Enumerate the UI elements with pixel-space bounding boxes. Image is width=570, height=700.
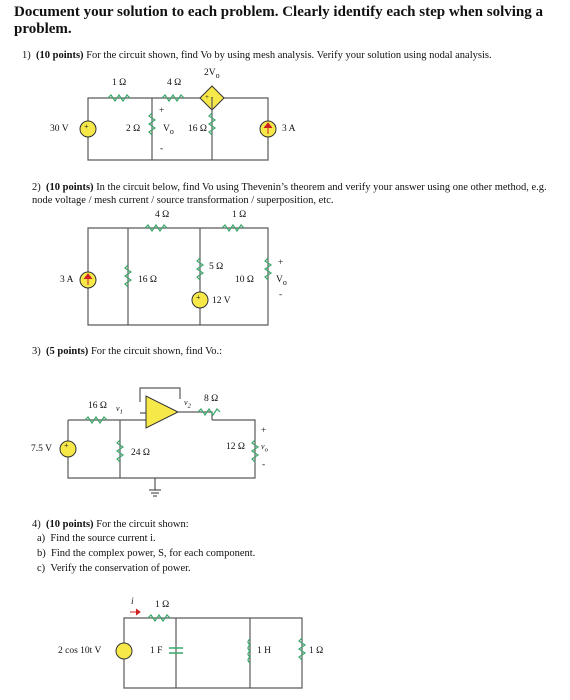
problem-2-number: 2)	[32, 182, 41, 193]
c1-src-plus: +	[84, 122, 89, 131]
problem-4-number: 4)	[32, 519, 41, 530]
circuit-4	[116, 609, 305, 688]
circuit-1	[80, 86, 276, 160]
problem-2-text	[32, 181, 552, 207]
c1-r1-label: 1 Ω	[112, 78, 127, 88]
c1-src-label: 30 V	[50, 124, 69, 134]
c4-r1-label: 1 Ω	[155, 600, 170, 610]
c4-ind-label: 1 H	[257, 646, 271, 656]
problem-3-points: (5 points)	[46, 346, 89, 357]
c1-dep-polarity: + -	[205, 93, 214, 101]
problem-4-item-c: c) Verify the conservation of power.	[37, 563, 191, 574]
c3-v1-label: $v_1$	[116, 404, 123, 416]
c3-vo-minus: -	[262, 460, 266, 470]
problem-3-text	[32, 345, 552, 358]
problem-4-text	[32, 518, 552, 531]
c2-r5-label: 10 Ω	[235, 275, 254, 285]
c1-vo-minus: -	[160, 144, 164, 154]
circuit-3-ground	[149, 478, 161, 496]
problem-1-statement: For the circuit shown, find Vo by using mesh analysis. Verify your solution using nodal analysis.	[86, 50, 492, 61]
c2-vo-plus: +	[278, 258, 284, 268]
c3-r4-label: 12 Ω	[226, 442, 245, 452]
problem-4-item-b: b) Find the complex power, S, for each component.	[37, 548, 256, 559]
problem-2-statement: In the circuit below, find Vo using Thevenin’s theorem and verify your answer using one other method, e.g. node voltage / mesh current / source transformation / superposition, etc.	[32, 182, 547, 206]
c2-r4-label: 5 Ω	[209, 262, 224, 272]
circuit-4-current-arrow	[130, 609, 140, 615]
c1-r2-label: 4 Ω	[167, 78, 182, 88]
c1-r4-label: 16 Ω	[188, 124, 207, 134]
problem-1-number: 1)	[22, 50, 31, 61]
problem-2-points: (10 points)	[46, 182, 94, 193]
c3-vo-label: $v_o$	[261, 442, 268, 454]
c1-dep-label: $2V_o$	[204, 68, 220, 80]
c1-vo-label: $V_o$	[163, 124, 174, 136]
c2-r1-label: 4 Ω	[155, 210, 170, 220]
c3-r3-label: 24 Ω	[131, 448, 150, 458]
problem-4-item-a: a) Find the source current i.	[37, 533, 156, 544]
c2-vo-label: $V_o$	[276, 275, 287, 287]
c3-vo-plus: +	[261, 426, 267, 436]
c1-vo-plus: +	[159, 106, 165, 116]
c3-v2-label: $v_2$	[184, 398, 191, 410]
c4-cap-label: 1 F	[150, 646, 163, 656]
page-header: Document your solution to each problem. Clearly identify each step when solving a problem.	[14, 4, 544, 37]
c2-isrc-label: 3 A	[60, 275, 74, 285]
c2-vo-minus: -	[279, 290, 283, 300]
c4-r2-label: 1 Ω	[309, 646, 324, 656]
c3-r1-label: 16 Ω	[88, 401, 107, 411]
c3-src-label: 7.5 V	[31, 444, 52, 454]
problem-3-number: 3)	[32, 346, 41, 357]
c1-r3-label: 2 Ω	[126, 124, 141, 134]
problem-3-statement: For the circuit shown, find Vo.:	[90, 346, 223, 357]
problem-4-statement: For the circuit shown:	[96, 519, 189, 530]
c4-i-label: i	[131, 597, 134, 607]
problem-1-points: (10 points)	[36, 50, 84, 61]
c2-vsrc-label: 12 V	[212, 296, 231, 306]
c4-src-label: 2 cos 10t V	[58, 646, 102, 656]
c2-r3-label: 16 Ω	[138, 275, 157, 285]
c2-r2-label: 1 Ω	[232, 210, 247, 220]
c2-vsrc-plus: +	[196, 293, 201, 302]
c3-r2-label: 8 Ω	[204, 394, 219, 404]
problem-4-points: (10 points)	[46, 519, 94, 530]
c3-src-plus: +	[64, 441, 69, 450]
circuit-4-voltage-source	[116, 643, 132, 659]
c1-isrc-label: 3 A	[282, 124, 296, 134]
circuit-1-wires	[88, 98, 268, 160]
circuit-3-opamp	[146, 396, 178, 428]
